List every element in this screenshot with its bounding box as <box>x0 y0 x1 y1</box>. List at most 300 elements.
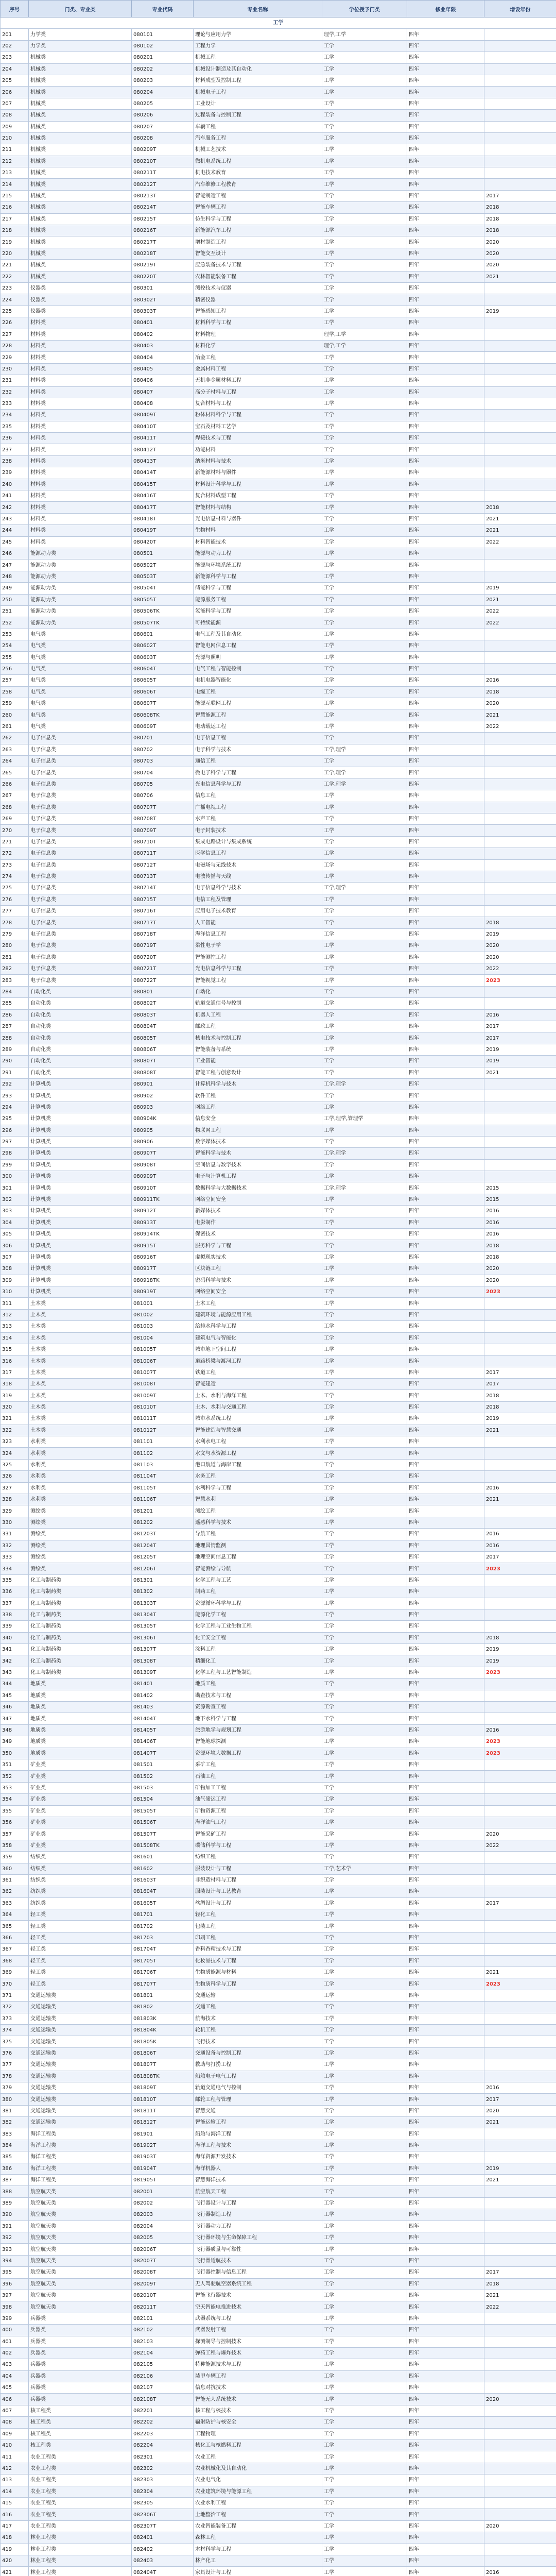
year-cell <box>484 179 556 190</box>
year-cell: 2020 <box>484 1263 556 1275</box>
year-cell <box>484 2440 556 2451</box>
degree-cell: 工学 <box>322 1263 407 1275</box>
year-cell <box>484 906 556 917</box>
table-row <box>1 1782 556 1793</box>
year-cell: 2023 <box>484 1563 556 1574</box>
degree-cell: 工学 <box>322 132 407 144</box>
year-cell: 2020 <box>484 940 556 952</box>
table-row <box>1 2544 556 2555</box>
code-cell: 081603T <box>132 1874 194 1886</box>
name-cell: 交通运输 <box>194 1990 322 2001</box>
code-cell: 081705T <box>132 1955 194 1967</box>
category-cell: 电子信息类 <box>29 940 132 952</box>
years-cell: 四年 <box>407 1390 484 1401</box>
code-cell: 082402 <box>132 2544 194 2555</box>
row-number: 329 <box>1 1505 29 1517</box>
row-number: 358 <box>1 1840 29 1851</box>
name-cell: 增材制造工程 <box>194 236 322 248</box>
name-cell: 建筑电气与智能化 <box>194 1332 322 1344</box>
code-cell: 082204 <box>132 2440 194 2451</box>
year-cell <box>484 2059 556 2071</box>
years-cell: 四年 <box>407 940 484 952</box>
category-cell: 材料类 <box>29 398 132 409</box>
name-cell: 材料成型及控制工程 <box>194 75 322 86</box>
name-cell: 服装设计与工程 <box>194 1863 322 1874</box>
name-cell: 能源与环境系统工程 <box>194 560 322 571</box>
year-cell: 2023 <box>484 1286 556 1297</box>
degree-cell: 工学 <box>322 2267 407 2278</box>
degree-cell: 工学 <box>322 421 407 432</box>
category-cell: 兵器类 <box>29 2347 132 2359</box>
years-cell: 四年 <box>407 883 484 894</box>
row-number: 386 <box>1 2163 29 2174</box>
code-cell: 081803K <box>132 2013 194 2024</box>
row-number: 289 <box>1 1044 29 1055</box>
years-cell: 四年 <box>407 1897 484 1909</box>
name-cell: 智能飞行器技术 <box>194 2290 322 2301</box>
row-number: 296 <box>1 1125 29 1136</box>
table-row <box>1 1794 556 1805</box>
section-title: 工学 <box>1 18 556 29</box>
row-number: 351 <box>1 1759 29 1770</box>
category-cell: 地质类 <box>29 1690 132 1701</box>
years-cell: 四年 <box>407 248 484 259</box>
category-cell: 化工与制药类 <box>29 1586 132 1598</box>
years-cell: 四年 <box>407 502 484 513</box>
category-cell: 航空航天类 <box>29 2186 132 2197</box>
years-cell: 四年 <box>407 652 484 663</box>
degree-cell: 工学 <box>322 583 407 594</box>
row-number: 391 <box>1 2221 29 2232</box>
category-cell: 矿业类 <box>29 1805 132 1817</box>
row-number: 361 <box>1 1874 29 1886</box>
code-cell: 081902T <box>132 2140 194 2151</box>
name-cell: 勘查技术与工程 <box>194 1690 322 1701</box>
degree-cell: 工学 <box>322 2163 407 2174</box>
name-cell: 智慧海洋技术 <box>194 2175 322 2186</box>
name-cell: 服装设计与工艺教育 <box>194 1886 322 1897</box>
row-number: 292 <box>1 1078 29 1090</box>
years-cell: 四年 <box>407 479 484 490</box>
row-number: 374 <box>1 2024 29 2036</box>
years-cell: 四年 <box>407 294 484 306</box>
degree-cell: 工学 <box>322 1771 407 1782</box>
degree-cell: 工学 <box>322 1067 407 1078</box>
category-cell: 农业工程类 <box>29 2497 132 2509</box>
year-cell: 2018 <box>484 2278 556 2290</box>
row-number: 389 <box>1 2197 29 2209</box>
code-cell: 080607T <box>132 698 194 709</box>
name-cell: 资源勘查工程 <box>194 1702 322 1713</box>
table-row <box>1 2325 556 2336</box>
degree-cell: 工学 <box>322 2013 407 2024</box>
year-cell: 2021 <box>484 594 556 605</box>
name-cell: 智能装备与系统 <box>194 1044 322 1055</box>
table-row <box>1 1909 556 1921</box>
years-cell: 四年 <box>407 917 484 928</box>
code-cell: 081707T <box>132 1978 194 1990</box>
year-cell <box>484 1782 556 1793</box>
degree-cell: 工学 <box>322 1448 407 1459</box>
name-cell: 能源服务工程 <box>194 594 322 605</box>
category-cell: 电子信息类 <box>29 767 132 778</box>
category-cell: 材料类 <box>29 410 132 421</box>
years-cell: 四年 <box>407 698 484 709</box>
degree-cell: 工学 <box>322 790 407 802</box>
year-cell: 2021 <box>484 709 556 721</box>
name-cell: 生物质能源与材料 <box>194 1967 322 1978</box>
table-row <box>1 513 556 524</box>
years-cell: 四年 <box>407 2463 484 2474</box>
row-number: 259 <box>1 698 29 709</box>
row-number: 252 <box>1 617 29 629</box>
row-number: 256 <box>1 663 29 674</box>
name-cell: 服务科学与工程 <box>194 1240 322 1251</box>
name-cell: 高分子材料与工程 <box>194 386 322 398</box>
table-row <box>1 1609 556 1620</box>
row-number: 336 <box>1 1586 29 1598</box>
name-cell: 水务工程 <box>194 1471 322 1482</box>
table-row <box>1 2151 556 2163</box>
degree-cell: 工学 <box>322 1759 407 1770</box>
year-cell <box>484 1090 556 1101</box>
year-cell <box>484 2232 556 2244</box>
category-cell: 材料类 <box>29 421 132 432</box>
code-cell: 080502T <box>132 560 194 571</box>
years-cell: 四年 <box>407 1194 484 1205</box>
code-cell: 080711T <box>132 848 194 859</box>
year-cell <box>484 2151 556 2163</box>
name-cell: 储能科学与工程 <box>194 583 322 594</box>
year-cell <box>484 571 556 582</box>
row-number: 240 <box>1 479 29 490</box>
category-cell: 林业工程类 <box>29 2532 132 2544</box>
table-row <box>1 952 556 963</box>
category-cell: 电气类 <box>29 629 132 640</box>
name-cell: 遥感科学与技术 <box>194 1517 322 1528</box>
name-cell: 交通工程 <box>194 2002 322 2013</box>
name-cell: 测绘工程 <box>194 1505 322 1517</box>
year-cell: 2020 <box>484 260 556 271</box>
year-cell <box>484 421 556 432</box>
name-cell: 轻化工程 <box>194 1909 322 1921</box>
year-cell <box>484 329 556 340</box>
table-row <box>1 998 556 1009</box>
year-cell <box>484 2140 556 2151</box>
category-cell: 自动化类 <box>29 1044 132 1055</box>
code-cell: 082002 <box>132 2197 194 2209</box>
code-cell: 081507T <box>132 1828 194 1840</box>
year-cell <box>484 2475 556 2486</box>
name-cell: 土木、水利与交通工程 <box>194 1401 322 1413</box>
years-cell: 四年 <box>407 467 484 479</box>
name-cell: 智能运输工程 <box>194 2117 322 2128</box>
category-cell: 矿业类 <box>29 1771 132 1782</box>
years-cell: 四年 <box>407 2071 484 2082</box>
years-cell: 四年 <box>407 1517 484 1528</box>
row-number: 220 <box>1 248 29 259</box>
year-cell: 2020 <box>484 2105 556 2116</box>
category-cell: 水利类 <box>29 1494 132 1505</box>
table-row <box>1 1332 556 1344</box>
row-number: 280 <box>1 940 29 952</box>
year-cell: 2019 <box>484 2163 556 2174</box>
years-cell: 四年 <box>407 571 484 582</box>
category-cell: 材料类 <box>29 502 132 513</box>
year-cell: 2016 <box>484 675 556 686</box>
year-cell: 2019 <box>484 1413 556 1425</box>
row-number: 383 <box>1 2128 29 2140</box>
row-number: 414 <box>1 2486 29 2497</box>
category-cell: 计算机类 <box>29 1206 132 1217</box>
degree-cell: 工学 <box>322 986 407 997</box>
code-cell: 080213T <box>132 190 194 201</box>
row-number: 218 <box>1 225 29 236</box>
year-cell <box>484 2509 556 2520</box>
years-cell: 四年 <box>407 1032 484 1044</box>
category-cell: 自动化类 <box>29 1067 132 1078</box>
year-cell <box>484 778 556 790</box>
degree-cell: 工学 <box>322 1644 407 1655</box>
year-cell <box>484 1679 556 1690</box>
category-cell: 电子信息类 <box>29 733 132 744</box>
degree-cell: 工学 <box>322 2002 407 2013</box>
years-cell: 四年 <box>407 2347 484 2359</box>
code-cell: 081004 <box>132 1332 194 1344</box>
code-cell: 080602T <box>132 640 194 652</box>
year-cell <box>484 629 556 640</box>
category-cell: 航空航天类 <box>29 2301 132 2313</box>
year-cell <box>484 1713 556 1724</box>
row-number: 244 <box>1 525 29 536</box>
degree-cell: 工学 <box>322 2255 407 2266</box>
years-cell: 四年 <box>407 1817 484 1828</box>
table-row <box>1 2128 556 2140</box>
row-number: 332 <box>1 1540 29 1551</box>
year-cell <box>484 1932 556 1943</box>
table-row <box>1 2428 556 2439</box>
category-cell: 能源动力类 <box>29 560 132 571</box>
row-number: 269 <box>1 813 29 824</box>
table-row <box>1 1874 556 1886</box>
table-row <box>1 190 556 201</box>
years-cell: 四年 <box>407 167 484 179</box>
year-cell: 2019 <box>484 306 556 317</box>
row-number: 314 <box>1 1332 29 1344</box>
table-row <box>1 156 556 167</box>
category-cell: 林业工程类 <box>29 2544 132 2555</box>
years-cell: 四年 <box>407 1551 484 1563</box>
code-cell: 080714T <box>132 883 194 894</box>
years-cell: 四年 <box>407 686 484 698</box>
degree-cell: 工学 <box>322 1944 407 1955</box>
row-number: 411 <box>1 2451 29 2463</box>
years-cell: 四年 <box>407 1286 484 1297</box>
code-cell: 081001 <box>132 1298 194 1309</box>
year-cell <box>484 2013 556 2024</box>
year-cell: 2021 <box>484 1425 556 1436</box>
degree-cell: 工学 <box>322 1251 407 1263</box>
table-row <box>1 167 556 179</box>
code-cell: 082202 <box>132 2417 194 2428</box>
degree-cell: 工学 <box>322 1101 407 1113</box>
degree-cell: 工学 <box>322 156 407 167</box>
year-cell <box>484 63 556 75</box>
category-cell: 仪器类 <box>29 282 132 294</box>
degree-cell: 工学 <box>322 2059 407 2071</box>
code-cell: 080412T <box>132 444 194 455</box>
code-cell: 082001 <box>132 2186 194 2197</box>
category-cell: 机械类 <box>29 202 132 213</box>
row-number: 257 <box>1 675 29 686</box>
year-cell: 2020 <box>484 236 556 248</box>
code-cell: 081401 <box>132 1679 194 1690</box>
name-cell: 海洋资源开发技术 <box>194 2151 322 2163</box>
name-cell: 海洋信息工程 <box>194 928 322 940</box>
table-row <box>1 848 556 859</box>
code-cell: 080903 <box>132 1101 194 1113</box>
year-cell <box>484 2128 556 2140</box>
code-cell: 080715T <box>132 894 194 905</box>
code-cell: 081307T <box>132 1644 194 1655</box>
years-cell: 四年 <box>407 2002 484 2013</box>
row-number: 319 <box>1 1390 29 1401</box>
name-cell: 电影制作 <box>194 1217 322 1228</box>
row-number: 279 <box>1 928 29 940</box>
table-row <box>1 121 556 132</box>
year-cell: 2018 <box>484 1240 556 1251</box>
row-number: 285 <box>1 998 29 1009</box>
degree-cell: 工学 <box>322 98 407 109</box>
year-cell <box>484 859 556 871</box>
degree-cell: 工学 <box>322 1125 407 1136</box>
table-row <box>1 1598 556 1609</box>
table-row <box>1 2486 556 2497</box>
degree-cell: 工学 <box>322 1897 407 1909</box>
row-number: 325 <box>1 1459 29 1470</box>
code-cell: 080413T <box>132 455 194 467</box>
years-cell: 四年 <box>407 2209 484 2221</box>
table-row <box>1 1655 556 1667</box>
degree-cell: 工学 <box>322 906 407 917</box>
table-row <box>1 2347 556 2359</box>
category-cell: 材料类 <box>29 455 132 467</box>
table-row <box>1 329 556 340</box>
degree-cell: 工学 <box>322 1332 407 1344</box>
code-cell: 081202 <box>132 1517 194 1528</box>
row-number: 249 <box>1 583 29 594</box>
table-row <box>1 110 556 121</box>
degree-cell: 工学 <box>322 1990 407 2001</box>
name-cell: 救助与打捞工程 <box>194 2059 322 2071</box>
category-cell: 计算机类 <box>29 1090 132 1101</box>
code-cell: 081502 <box>132 1771 194 1782</box>
years-cell: 四年 <box>407 2532 484 2544</box>
code-cell: 081305T <box>132 1621 194 1632</box>
degree-cell: 工学 <box>322 675 407 686</box>
years-cell: 四年 <box>407 2094 484 2105</box>
name-cell: 应用电子技术教育 <box>194 906 322 917</box>
degree-cell: 工学 <box>322 1921 407 1932</box>
table-row <box>1 813 556 824</box>
years-cell: 四年 <box>407 1702 484 1713</box>
name-cell: 微机电系统工程 <box>194 156 322 167</box>
table-row <box>1 1828 556 1840</box>
table-row <box>1 63 556 75</box>
row-number: 215 <box>1 190 29 201</box>
years-cell: 四年 <box>407 548 484 559</box>
row-number: 333 <box>1 1551 29 1563</box>
degree-cell: 工学 <box>322 1690 407 1701</box>
code-cell: 082004 <box>132 2221 194 2232</box>
degree-cell: 工学 <box>322 1529 407 1540</box>
years-cell: 四年 <box>407 2290 484 2301</box>
name-cell: 农林智能装备工程 <box>194 271 322 282</box>
row-number: 371 <box>1 1990 29 2001</box>
table-row <box>1 144 556 156</box>
category-cell: 仪器类 <box>29 306 132 317</box>
year-cell <box>484 317 556 329</box>
row-number: 263 <box>1 744 29 755</box>
name-cell: 轮机工程 <box>194 2024 322 2036</box>
row-number: 416 <box>1 2509 29 2520</box>
category-cell: 土木类 <box>29 1309 132 1320</box>
category-cell: 化工与制药类 <box>29 1667 132 1678</box>
code-cell: 081302 <box>132 1586 194 1598</box>
category-cell: 材料类 <box>29 467 132 479</box>
years-cell: 四年 <box>407 1736 484 1748</box>
year-cell: 2021 <box>484 2117 556 2128</box>
name-cell: 智能采矿工程 <box>194 1828 322 1840</box>
row-number: 353 <box>1 1782 29 1793</box>
year-cell: 2016 <box>484 2082 556 2093</box>
years-cell: 四年 <box>407 2232 484 2244</box>
degree-cell: 工学 <box>322 2359 407 2370</box>
category-cell: 电气类 <box>29 721 132 732</box>
row-number: 311 <box>1 1298 29 1309</box>
category-cell: 土木类 <box>29 1355 132 1367</box>
year-cell <box>484 2347 556 2359</box>
name-cell: 材料智能技术 <box>194 536 322 548</box>
years-cell: 四年 <box>407 2255 484 2266</box>
row-number: 221 <box>1 260 29 271</box>
years-cell: 四年 <box>407 594 484 605</box>
years-cell: 四年 <box>407 975 484 986</box>
years-cell: 四年 <box>407 1771 484 1782</box>
category-cell: 机械类 <box>29 248 132 259</box>
category-cell: 计算机类 <box>29 1171 132 1182</box>
years-cell: 四年 <box>407 1944 484 1955</box>
code-cell: 080708T <box>132 813 194 824</box>
category-cell: 计算机类 <box>29 1194 132 1205</box>
degree-cell: 工学 <box>322 1009 407 1021</box>
table-row <box>1 29 556 40</box>
table-row <box>1 1967 556 1978</box>
name-cell: 飞行器设计与工程 <box>194 2197 322 2209</box>
category-cell: 土木类 <box>29 1379 132 1390</box>
table-row <box>1 975 556 986</box>
years-cell: 四年 <box>407 1355 484 1367</box>
category-cell: 矿业类 <box>29 1817 132 1828</box>
table-row <box>1 490 556 502</box>
degree-cell: 工学 <box>322 87 407 98</box>
table-row <box>1 467 556 479</box>
name-cell: 智能工程与创意设计 <box>194 1067 322 1078</box>
name-cell: 印刷工程 <box>194 1932 322 1943</box>
name-cell: 林产化工 <box>194 2555 322 2566</box>
table-row <box>1 1171 556 1182</box>
year-cell: 2017 <box>484 2094 556 2105</box>
